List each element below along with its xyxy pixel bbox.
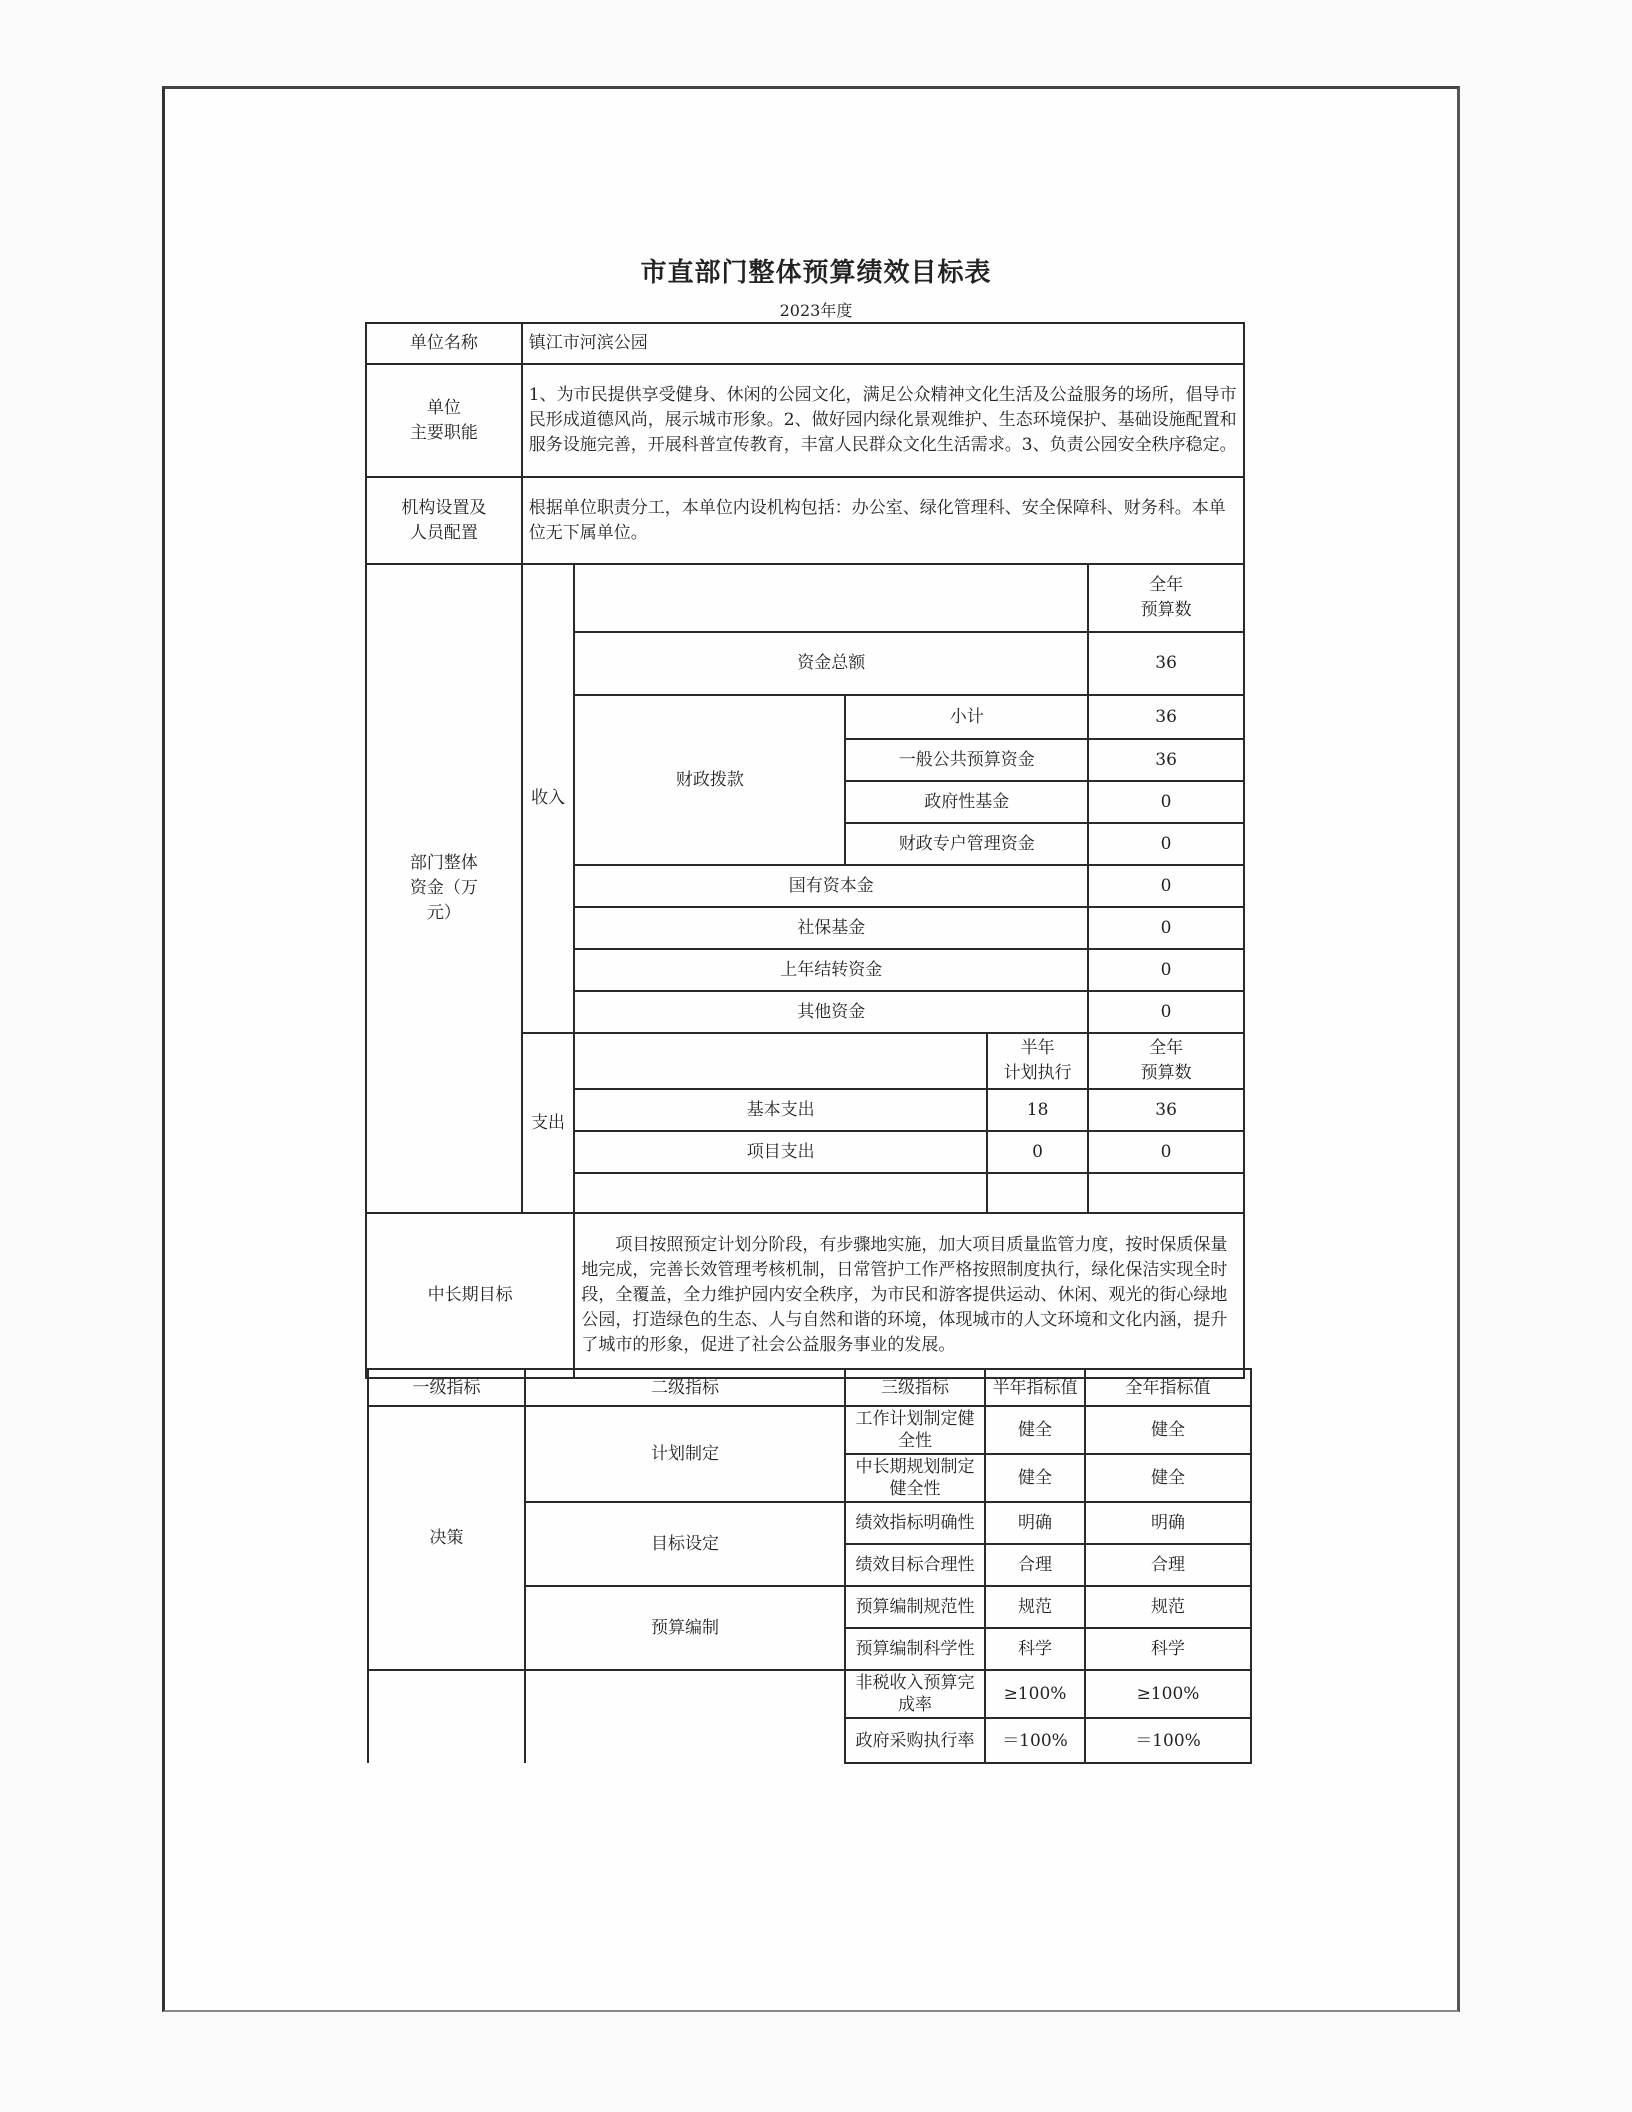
level3-cell: 绩效指标明确性	[845, 1502, 985, 1544]
half-value-header: 半年指标值	[985, 1369, 1085, 1406]
other-fund-value: 0	[1088, 907, 1244, 949]
annual-value-cell: 明确	[1085, 1502, 1251, 1544]
indicator-row	[368, 1406, 1251, 1454]
other-fund-value: 0	[1088, 991, 1244, 1033]
basic-expense-annual: 36	[1088, 1089, 1244, 1131]
other-fund-label: 国有资本金	[574, 865, 1088, 907]
unit-name-row	[366, 323, 1244, 364]
level3-cell: 预算编制规范性	[845, 1586, 985, 1628]
total-label: 资金总额	[574, 632, 1088, 695]
annual-value-cell: ≥100%	[1085, 1670, 1251, 1718]
fiscal-special-label: 财政专户管理资金	[845, 823, 1088, 865]
fiscal-gov-fund-value: 0	[1088, 781, 1244, 823]
half-value-cell: 科学	[985, 1628, 1085, 1670]
half-value-cell: ≥100%	[985, 1670, 1085, 1718]
fiscal-general-value: 36	[1088, 739, 1244, 781]
unit-name-value: 镇江市河滨公园	[522, 323, 1244, 364]
other-fund-label: 其他资金	[574, 991, 1088, 1033]
level2-cell: 预算编制	[525, 1586, 845, 1670]
unit-name-label: 单位名称	[366, 323, 522, 364]
unit-duties-value: 1、为市民提供享受健身、休闲的公园文化，满足公众精神文化生活及公益服务的场所，倡导市民形成道德风尚，展示城市形象。2、做好园内绿化景观维护、生态环境保护、基础设施配置和服务设施完善，开展科普宣传教育，丰富人民群众文化生活需求。3、负责公园安全秩序稳定。	[522, 364, 1244, 477]
other-fund-value: 0	[1088, 865, 1244, 907]
unit-duties-label: 单位 主要职能	[366, 364, 522, 477]
project-expense-annual: 0	[1088, 1131, 1244, 1173]
annual-value-cell: 科学	[1085, 1628, 1251, 1670]
org-row	[366, 477, 1244, 564]
fiscal-label: 财政拨款	[574, 695, 845, 865]
half-value-cell: 规范	[985, 1586, 1085, 1628]
level2-header: 二级指标	[525, 1369, 845, 1406]
level2-cell: 计划制定	[525, 1406, 845, 1502]
level3-cell: 绩效目标合理性	[845, 1544, 985, 1586]
project-expense-half: 0	[987, 1131, 1088, 1173]
level3-cell: 中长期规划制定健全性	[845, 1454, 985, 1502]
document-title: 市直部门整体预算绩效目标表	[640, 258, 992, 288]
fiscal-gov-fund-label: 政府性基金	[845, 781, 1088, 823]
other-fund-label: 上年结转资金	[574, 949, 1088, 991]
basic-expense-label: 基本支出	[574, 1089, 987, 1131]
goals-label: 中长期目标	[366, 1213, 574, 1378]
level3-cell: 非税收入预算完成率	[845, 1670, 985, 1718]
annual-value-cell: 健全	[1085, 1454, 1251, 1502]
fiscal-general-label: 一般公共预算资金	[845, 739, 1088, 781]
org-label: 机构设置及 人员配置	[366, 477, 522, 564]
income-label: 收入	[522, 564, 575, 1033]
level2-cell: 目标设定	[525, 1502, 845, 1586]
fiscal-subtotal-value: 36	[1088, 695, 1244, 739]
half-year-header: 半年 计划执行	[987, 1033, 1088, 1089]
expense-annual-header: 全年 预算数	[1088, 1033, 1244, 1089]
level3-cell: 工作计划制定健全性	[845, 1406, 985, 1454]
budget-table	[365, 322, 1245, 1379]
project-expense-label: 项目支出	[574, 1131, 987, 1173]
level1-header: 一级指标	[368, 1369, 525, 1406]
level3-cell: 政府采购执行率	[845, 1718, 985, 1763]
indicator-row	[368, 1670, 1251, 1718]
annual-value-cell: 合理	[1085, 1544, 1251, 1586]
annual-value-cell: 健全	[1085, 1406, 1251, 1454]
income-header-row	[366, 564, 1244, 632]
indicators-table	[367, 1368, 1252, 1764]
indicators-header-row	[368, 1369, 1251, 1406]
fiscal-special-value: 0	[1088, 823, 1244, 865]
decision-label: 决策	[368, 1406, 525, 1670]
document-year: 2023年度	[779, 301, 853, 320]
goals-text: 项目按照预定计划分阶段，有步骤地实施，加大项目质量监管力度，按时保质保量地完成，完善长效管理考核机制，日常管护工作严格按照制度执行，绿化保洁实现全时段，全覆盖，全力维护园内安全秩序，为市民和游客提供运动、休闲、观光的街心绿地公园，打造绿色的生态、人与自然和谐的环境，体现城市的人文环境和文化内涵，提升了城市的形象，促进了社会公益服务事业的发展。	[574, 1213, 1244, 1378]
annual-value-cell: ＝100%	[1085, 1718, 1251, 1763]
total-value: 36	[1088, 632, 1244, 695]
org-value: 根据单位职责分工，本单位内设机构包括：办公室、绿化管理科、安全保障科、财务科。本单位无下属单位。	[522, 477, 1244, 564]
basic-expense-half: 18	[987, 1089, 1088, 1131]
fiscal-subtotal-label: 小计	[845, 695, 1088, 739]
half-value-cell: 健全	[985, 1406, 1085, 1454]
half-value-cell: ＝100%	[985, 1718, 1085, 1763]
annual-value-cell: 规范	[1085, 1586, 1251, 1628]
other-fund-label: 社保基金	[574, 907, 1088, 949]
annual-budget-header: 全年 预算数	[1088, 564, 1244, 632]
level3-header: 三级指标	[845, 1369, 985, 1406]
other-fund-value: 0	[1088, 949, 1244, 991]
unit-duties-row	[366, 364, 1244, 477]
half-value-cell: 健全	[985, 1454, 1085, 1502]
goals-row	[366, 1213, 1244, 1378]
expense-label: 支出	[522, 1033, 575, 1213]
half-value-cell: 合理	[985, 1544, 1085, 1586]
level3-cell: 预算编制科学性	[845, 1628, 985, 1670]
half-value-cell: 明确	[985, 1502, 1085, 1544]
annual-value-header: 全年指标值	[1085, 1369, 1251, 1406]
funds-section-label: 部门整体 资金（万 元）	[366, 564, 522, 1213]
